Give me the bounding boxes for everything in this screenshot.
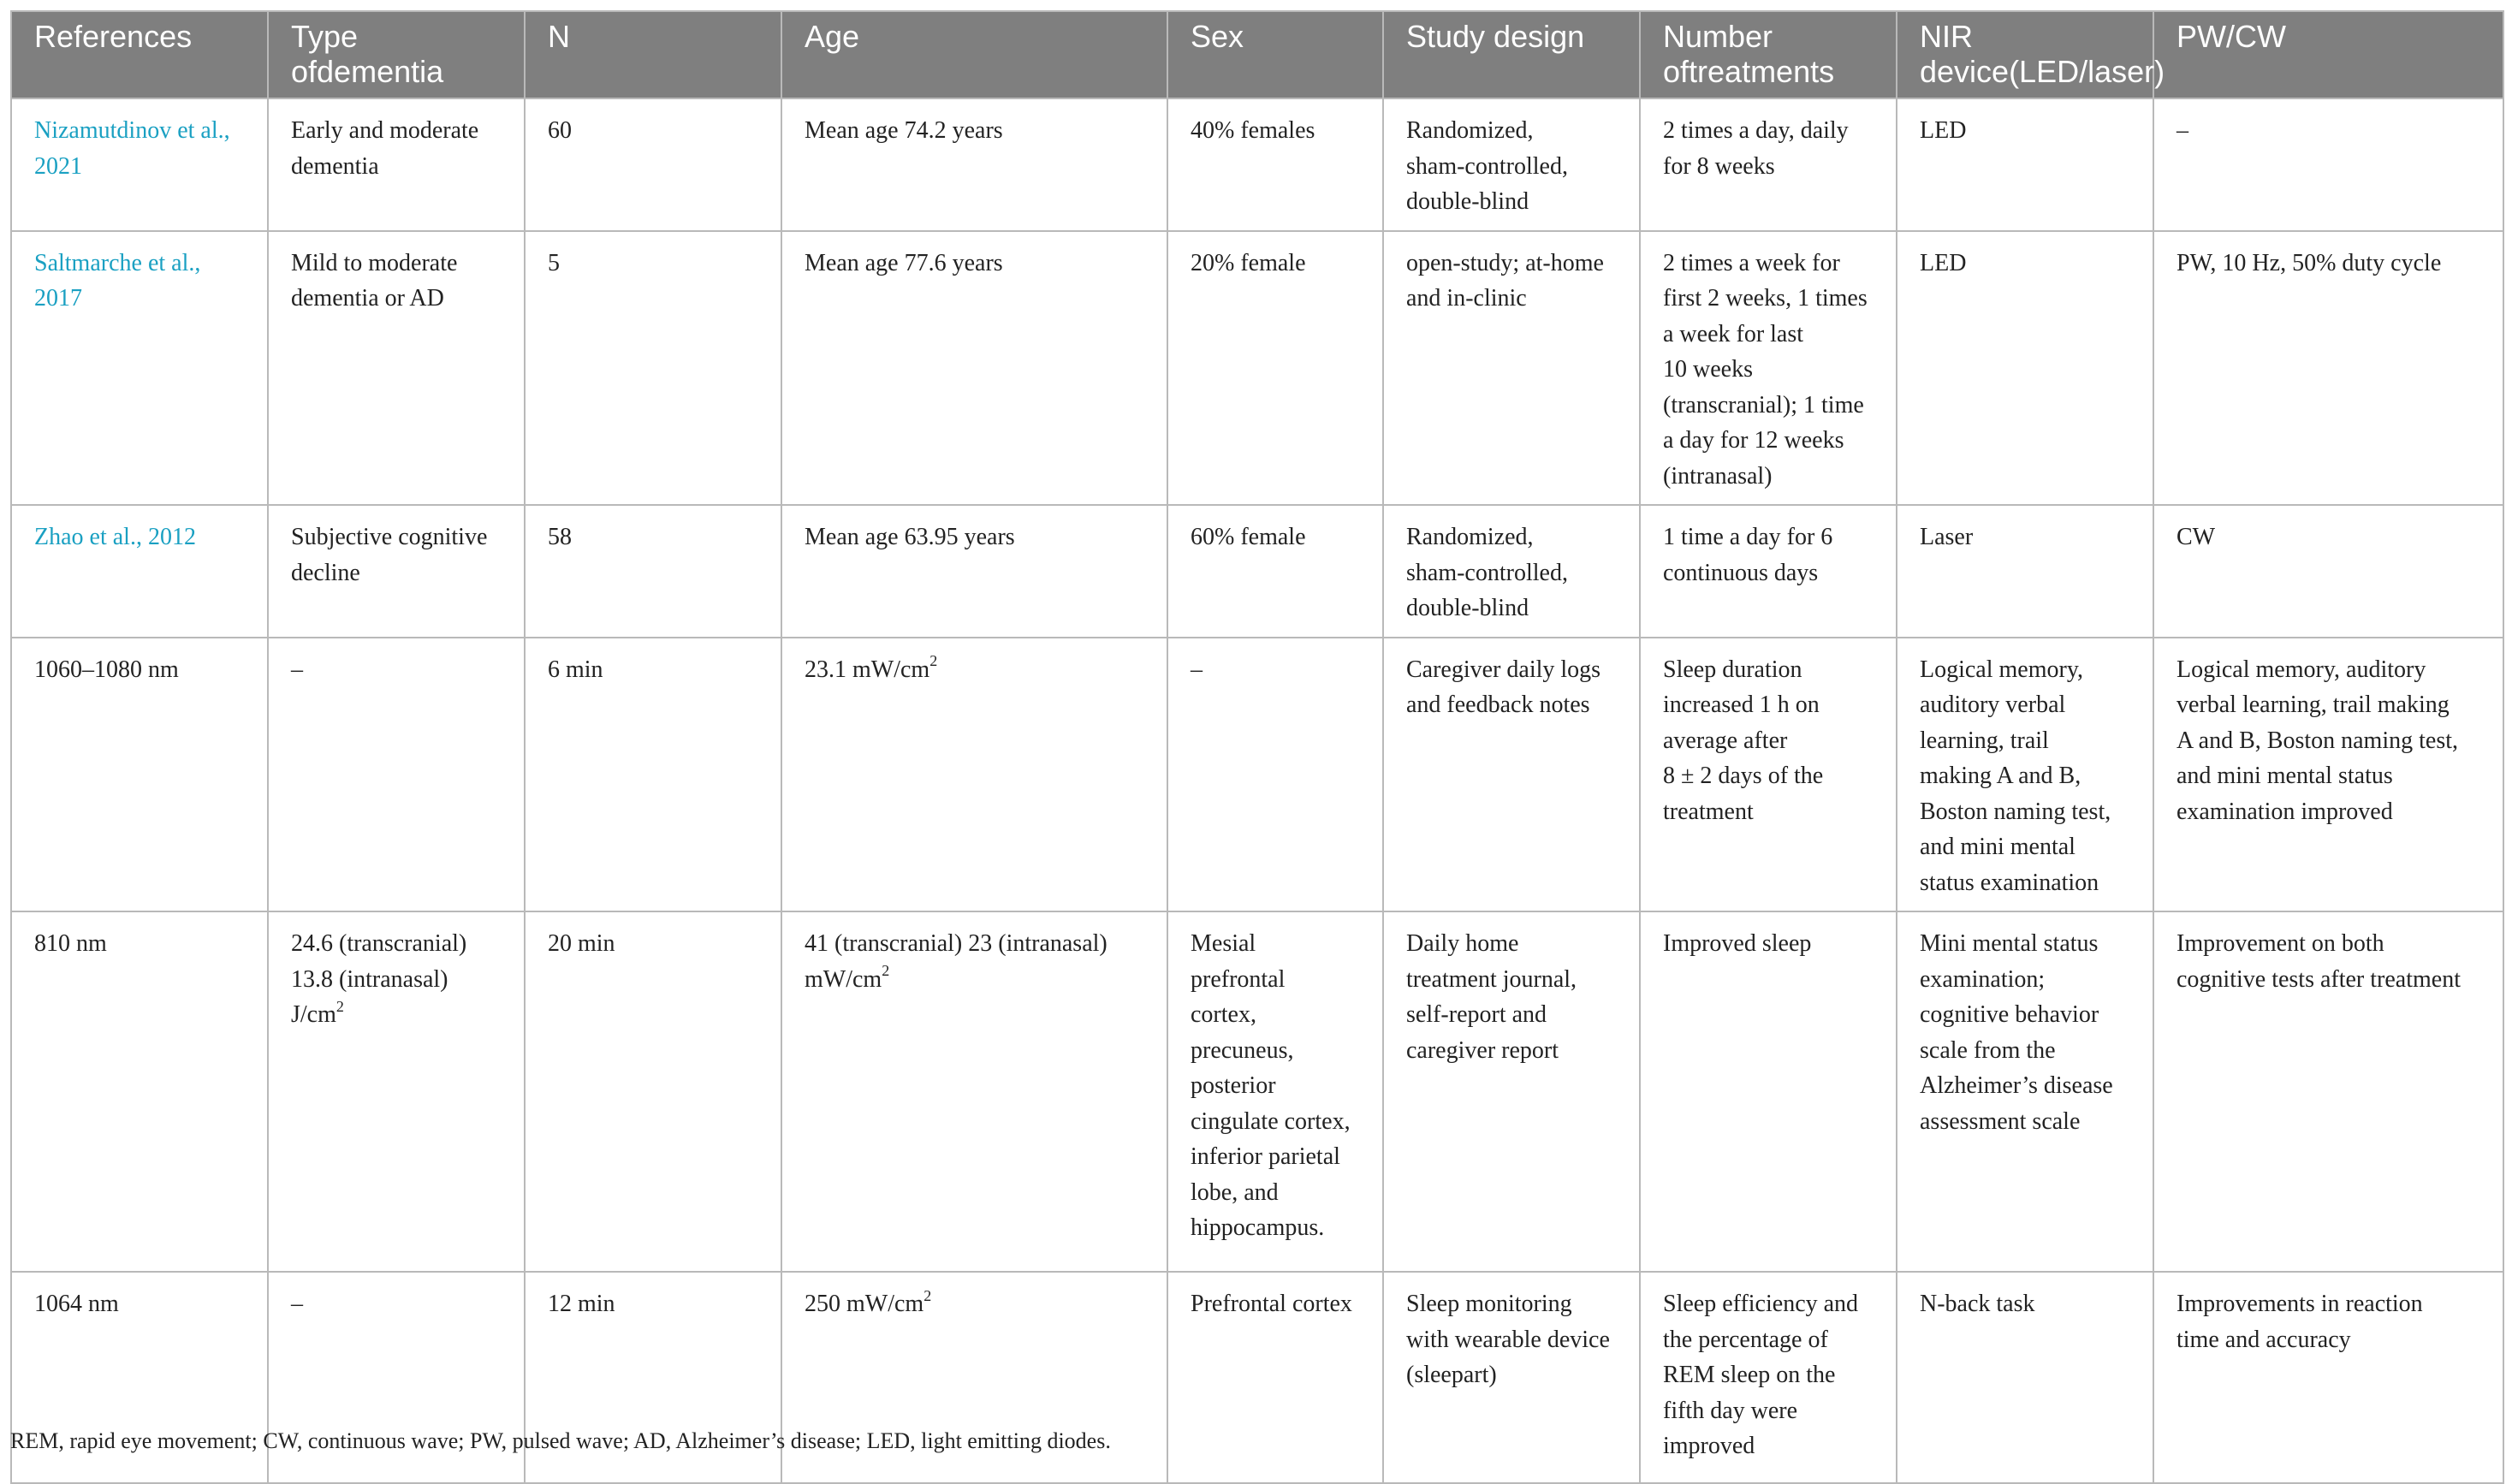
header-row xyxy=(11,11,2503,98)
cell-text-line: Mean age 77.6 years xyxy=(805,249,1003,276)
cell-text-line: $mW/cm^2$ xyxy=(805,962,890,993)
column-header xyxy=(525,11,781,98)
cell-text-line: lobe, and xyxy=(1191,1178,1279,1206)
table-cell xyxy=(1167,1272,1383,1483)
column-header-label: treatments xyxy=(1689,54,1835,89)
cell-text-line: Mild to moderate xyxy=(291,249,458,276)
cell-text-line: status examination xyxy=(1920,869,2099,896)
cell-text-line: 23.1 $mW/cm^2$ xyxy=(805,652,938,683)
cell-text-line: 20 min xyxy=(548,930,615,957)
cell-text-line: for 8 weeks xyxy=(1663,152,1775,180)
cell-text-line: (transcranial); 1 time xyxy=(1663,391,1864,418)
table-row xyxy=(11,911,2503,1272)
cell-text-line: 20% female xyxy=(1191,249,1306,276)
table-cell xyxy=(2153,505,2503,638)
table-cell xyxy=(268,638,525,912)
cell-text-line: Sleep efficiency and xyxy=(1663,1291,1859,1317)
cell-text-line: Sleep monitoring xyxy=(1406,1291,1572,1317)
cell-text-line: auditory verbal xyxy=(1920,692,2066,718)
cell-text-line: open-study; at-home xyxy=(1406,249,1604,276)
table-header xyxy=(11,11,2503,98)
table-cell xyxy=(525,231,781,506)
table-cell xyxy=(1383,505,1640,638)
cell-text-line: the percentage of xyxy=(1663,1326,1828,1353)
cell-text-line: Early and moderate xyxy=(291,117,479,144)
cell-text-line: 810 nm xyxy=(34,930,107,957)
cell-text-line: making A and B, xyxy=(1920,763,2081,789)
table-cell xyxy=(1640,231,1897,506)
cell-text-line: A and B, Boston naming test, xyxy=(2176,727,2458,754)
cell-text-line: Daily home xyxy=(1406,930,1519,957)
cell-text-line: Laser xyxy=(1920,524,1974,550)
cell-text-line: self-report and xyxy=(1406,1001,1547,1028)
cell-text-line: 24.6 (transcranial) xyxy=(291,930,467,957)
column-header-label: Study design xyxy=(1406,19,1585,54)
cell-text-line: Mini mental status xyxy=(1920,930,2099,957)
table-cell xyxy=(2153,98,2503,231)
column-header xyxy=(2153,11,2503,98)
cell-text-line: 5 xyxy=(548,249,560,276)
cell-text-line: precuneus, xyxy=(1191,1036,1294,1064)
cell-text-line: – xyxy=(291,1291,303,1317)
reference-cell xyxy=(11,638,268,912)
cell-text-line: cognitive behavior xyxy=(1920,1001,2099,1028)
cell-text-line: Logical memory, xyxy=(1920,656,2084,683)
table-cell xyxy=(1383,231,1640,506)
cell-text-line: time and accuracy xyxy=(2176,1326,2351,1353)
cell-text-line: Mesial xyxy=(1191,930,1256,957)
table-cell xyxy=(268,911,525,1272)
cell-text-line: 8 ± 2 days of the xyxy=(1663,763,1824,789)
cell-text-line: decline xyxy=(291,559,360,586)
cell-text-line: Boston naming test, xyxy=(1920,798,2111,825)
table-cell xyxy=(1897,505,2153,638)
table-cell xyxy=(1167,911,1383,1272)
cell-text-line: – xyxy=(2176,117,2188,144)
table-cell xyxy=(1640,98,1897,231)
table-row xyxy=(11,638,2503,912)
cell-text-line: cingulate cortex, xyxy=(1191,1107,1351,1135)
cell-text-line: Logical memory, auditory xyxy=(2176,656,2426,683)
cell-text-line: and mini mental status xyxy=(2176,763,2393,789)
cell-text-line: prefrontal xyxy=(1191,965,1286,993)
cell-text-line: first 2 weeks, 1 times xyxy=(1663,285,1868,312)
cell-text-line: sham-controlled, xyxy=(1406,559,1568,586)
column-header-label: References xyxy=(34,19,193,54)
table-cell xyxy=(2153,638,2503,912)
table-cell xyxy=(1897,1272,2153,1483)
cell-text-line: (intranasal) xyxy=(1663,462,1773,490)
table-cell xyxy=(1897,638,2153,912)
cell-text-line: dementia xyxy=(291,152,379,180)
column-header-label: Type of xyxy=(291,19,359,89)
column-header-label: Age xyxy=(805,19,860,54)
cell-text-line: Caregiver daily logs xyxy=(1406,656,1601,683)
column-header-label: Number of xyxy=(1663,19,1773,89)
column-header xyxy=(1640,11,1897,98)
table-cell xyxy=(1383,911,1640,1272)
cell-text-line: posterior xyxy=(1191,1072,1276,1099)
cell-text-line: fifth day were xyxy=(1663,1397,1798,1424)
table-cell xyxy=(1167,505,1383,638)
table-body xyxy=(11,98,2503,1483)
cell-text-line: 1064 nm xyxy=(34,1291,119,1317)
column-header xyxy=(268,11,525,98)
table-cell xyxy=(1640,638,1897,912)
cell-text-line: Mean age 63.95 years xyxy=(805,524,1015,550)
column-header xyxy=(781,11,1167,98)
cell-text-line: N-back task xyxy=(1920,1291,2035,1317)
table-cell xyxy=(1640,505,1897,638)
cell-text-line: scale from the xyxy=(1920,1036,2056,1064)
reference-link-line[interactable]: Nizamutdinov et al., xyxy=(34,117,230,144)
cell-text-line: caregiver report xyxy=(1406,1036,1559,1064)
cell-text-line: Subjective cognitive xyxy=(291,524,488,550)
cell-text-line: inferior parietal xyxy=(1191,1143,1340,1170)
data-table xyxy=(10,10,2504,1484)
cell-text-line: Randomized, xyxy=(1406,524,1534,550)
column-header-label: Sex xyxy=(1191,19,1244,54)
reference-link-line[interactable]: 2021 xyxy=(34,152,82,180)
table-cell xyxy=(1167,98,1383,231)
reference-cell xyxy=(11,98,268,231)
table-cell xyxy=(2153,231,2503,506)
cell-text-line: 12 min xyxy=(548,1291,615,1317)
cell-text-line: 41 (transcranial) 23 (intranasal) xyxy=(805,930,1108,957)
column-header xyxy=(1897,11,2165,98)
table-cell xyxy=(2153,1272,2503,1483)
table-cell xyxy=(1383,98,1640,231)
cell-text-line: 60 xyxy=(548,117,572,144)
reference-cell xyxy=(11,231,268,506)
column-header-label: PW/CW xyxy=(2176,19,2286,54)
cell-text-line: REM sleep on the xyxy=(1663,1362,1836,1388)
data-table-container xyxy=(10,10,2503,1484)
cell-text-line: treatment xyxy=(1663,798,1754,825)
cell-text-line: (sleepart) xyxy=(1406,1362,1497,1388)
cell-text-line: – xyxy=(291,656,303,683)
cell-text-line: Improvements in reaction xyxy=(2176,1291,2423,1317)
column-header-label: (LED/laser) xyxy=(2009,54,2165,89)
cell-text-line: a day for 12 weeks xyxy=(1663,427,1844,454)
cell-text-line: 10 weeks xyxy=(1663,356,1753,383)
reference-link-line[interactable]: 2017 xyxy=(34,285,82,312)
cell-text-line: 6 min xyxy=(548,656,603,683)
cell-text-line: LED xyxy=(1920,249,1967,276)
cell-text-line: with wearable device xyxy=(1406,1326,1610,1353)
table-cell xyxy=(268,231,525,506)
column-header-label: N xyxy=(548,19,570,54)
table-cell xyxy=(1897,98,2153,231)
table-cell xyxy=(525,638,781,912)
cell-text-line: treatment journal, xyxy=(1406,965,1577,993)
table-cell xyxy=(781,231,1167,506)
table-cell xyxy=(268,98,525,231)
table-cell xyxy=(2153,911,2503,1272)
cell-text-line: 2 times a day, daily xyxy=(1663,117,1849,144)
cell-text-line: LED xyxy=(1920,117,1967,144)
cell-text-line: Improved sleep xyxy=(1663,930,1812,957)
cell-text-line: assessment scale xyxy=(1920,1107,2081,1135)
cell-text-line: dementia or AD xyxy=(291,285,444,312)
table-cell xyxy=(1383,638,1640,912)
cell-text-line: and feedback notes xyxy=(1406,692,1590,718)
table-cell xyxy=(1897,911,2153,1272)
cell-text-line: double-blind xyxy=(1406,188,1529,215)
cell-text-line: 40% females xyxy=(1191,117,1315,144)
table-footnote: REM, rapid eye movement; CW, continuous wave; PW, pulsed wave; AD, Alzheimer’s disease; LED, light emitting diodes. xyxy=(10,1428,1111,1453)
cell-text-line: Mean age 74.2 years xyxy=(805,117,1003,144)
column-header xyxy=(1383,11,1640,98)
cell-text-line: – xyxy=(1191,656,1203,683)
column-header xyxy=(1167,11,1383,98)
cell-text-line: improved xyxy=(1663,1433,1755,1459)
table-cell xyxy=(1383,1272,1640,1483)
cell-text-line: CW xyxy=(2176,524,2216,550)
cell-text-line: increased 1 h on xyxy=(1663,692,1820,718)
cell-text-line: Alzheimer’s disease xyxy=(1920,1072,2113,1099)
cell-text-line: double-blind xyxy=(1406,595,1529,621)
table-cell xyxy=(781,638,1167,912)
cell-text-line: Randomized, xyxy=(1406,117,1534,144)
cell-text-line: continuous days xyxy=(1663,559,1819,586)
cell-text-line: 58 xyxy=(548,524,572,550)
reference-cell xyxy=(11,505,268,638)
cell-text-line: cortex, xyxy=(1191,1001,1256,1028)
table-cell xyxy=(268,505,525,638)
cell-text-line: 250 $mW/cm^2$ xyxy=(805,1286,932,1317)
table-row xyxy=(11,505,2503,638)
cell-text-line: hippocampus. xyxy=(1191,1214,1325,1241)
cell-text-line: Sleep duration xyxy=(1663,656,1802,683)
cell-text-line: sham-controlled, xyxy=(1406,152,1568,180)
cell-text-line: 1 time a day for 6 xyxy=(1663,524,1833,550)
column-header-label: NIR device xyxy=(1920,19,2010,89)
cell-text-line: learning, trail xyxy=(1920,727,2049,754)
cell-text-line: and in-clinic xyxy=(1406,285,1527,312)
cell-text-line: examination; xyxy=(1920,965,2046,993)
table-cell xyxy=(1897,231,2153,506)
table-row xyxy=(11,231,2503,506)
table-cell xyxy=(525,98,781,231)
cell-text-line: verbal learning, trail making xyxy=(2176,692,2450,718)
table-row xyxy=(11,98,2503,231)
cell-text-line: PW, 10 Hz, 50% duty cycle xyxy=(2176,249,2442,276)
cell-text-line: cognitive tests after treatment xyxy=(2176,965,2461,993)
cell-text-line: examination improved xyxy=(2176,798,2393,825)
cell-text-line: a week for last xyxy=(1663,320,1804,347)
cell-text-line: Prefrontal cortex xyxy=(1191,1291,1352,1317)
table-cell xyxy=(525,505,781,638)
table-cell xyxy=(525,911,781,1272)
table-cell xyxy=(781,505,1167,638)
reference-link-line[interactable]: Zhao et al., 2012 xyxy=(34,524,196,550)
table-cell xyxy=(781,911,1167,1272)
cell-text-line: 1060–1080 nm xyxy=(34,656,179,683)
table-cell xyxy=(1640,1272,1897,1483)
table-cell xyxy=(1640,911,1897,1272)
column-header xyxy=(11,11,268,98)
cell-text-line: $J/cm^2$ xyxy=(291,997,344,1028)
column-header-label: dementia xyxy=(317,54,444,89)
table-cell xyxy=(1167,231,1383,506)
reference-cell xyxy=(11,911,268,1272)
cell-text-line: 60% female xyxy=(1191,524,1306,550)
cell-text-line: average after xyxy=(1663,727,1788,754)
cell-text-line: 2 times a week for xyxy=(1663,249,1840,276)
table-cell xyxy=(781,98,1167,231)
cell-text-line: Improvement on both xyxy=(2176,930,2384,957)
reference-link-line[interactable]: Saltmarche et al., xyxy=(34,249,201,276)
cell-text-line: 13.8 (intranasal) xyxy=(291,965,448,993)
cell-text-line: and mini mental xyxy=(1920,834,2076,860)
table-cell xyxy=(1167,638,1383,912)
